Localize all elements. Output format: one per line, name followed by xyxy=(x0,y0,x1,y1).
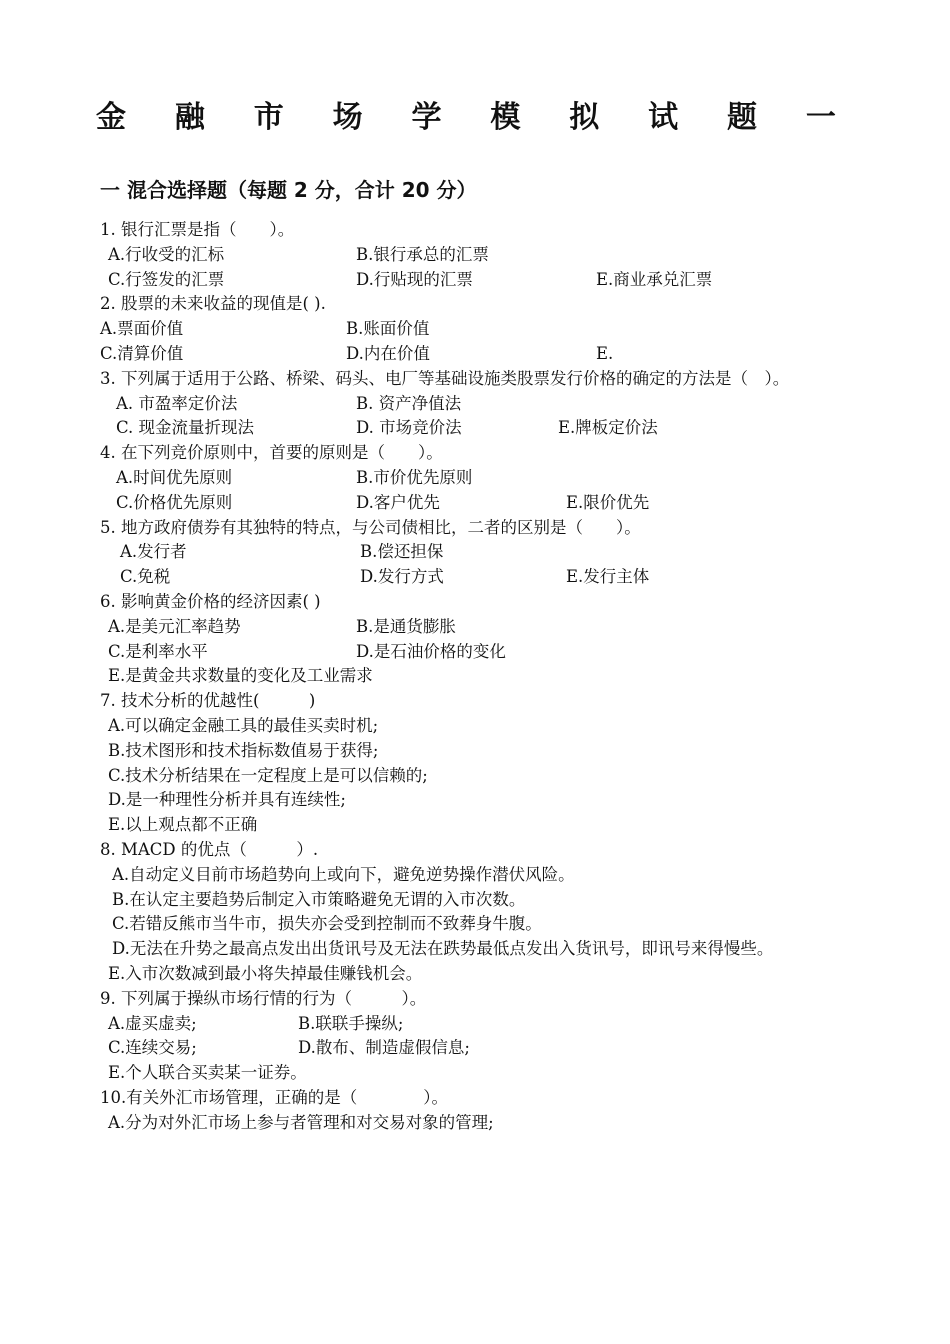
option-row xyxy=(100,342,840,367)
option: B. 资产净值法 xyxy=(356,393,462,413)
title-char: 题 xyxy=(727,100,757,135)
question-stem: 3. 下列属于适用于公路、桥梁、码头、电厂等基础设施类股票发行价格的确定的方法是（ ）。 xyxy=(100,368,790,388)
option: C.清算价值 xyxy=(100,343,184,363)
option: B.是通货膨胀 xyxy=(356,616,456,636)
option: C.行签发的汇票 xyxy=(108,269,225,289)
option-row: D.无法在升势之最高点发出出货讯号及无法在跌势最低点发出入货讯号，即讯号来得慢些。 xyxy=(112,939,774,959)
option-row xyxy=(100,714,840,739)
title-char: 模 xyxy=(490,100,521,135)
title-char: 融 xyxy=(174,100,205,135)
option: E.个人联合买卖某一证券。 xyxy=(108,1063,307,1083)
option-row xyxy=(100,664,840,689)
option-row xyxy=(100,491,840,516)
option: A.发行者 xyxy=(120,542,187,562)
option: C.技术分析结果在一定程度上是可以信赖的; xyxy=(108,765,428,785)
option-row xyxy=(100,1111,840,1136)
option: E.限价优先 xyxy=(566,492,650,512)
question-stem: 9. 下列属于操纵市场行情的行为（ ）。 xyxy=(100,988,427,1008)
option-row xyxy=(100,1061,840,1086)
option: D. 市场竞价法 xyxy=(356,418,462,438)
title-char: 拟 xyxy=(569,100,600,135)
option-row xyxy=(100,962,840,987)
option: C.若错反熊市当牛市，损失亦会受到控制而不致葬身牛腹。 xyxy=(112,914,542,934)
option-row xyxy=(100,640,840,665)
option: C. 现金流量折现法 xyxy=(116,418,255,438)
option: C.连续交易; xyxy=(108,1038,197,1058)
question-list xyxy=(100,218,840,1135)
option-row xyxy=(100,392,840,417)
option-row xyxy=(100,1012,840,1037)
title-char: 试 xyxy=(648,100,679,135)
option-row xyxy=(100,466,840,491)
option: A. 市盈率定价法 xyxy=(116,393,238,413)
option: C.价格优先原则 xyxy=(116,492,233,512)
option: B.在认定主要趋势后制定入市策略避免无谓的入市次数。 xyxy=(112,889,526,909)
option: A.是美元汇率趋势 xyxy=(108,616,241,636)
title-char: 一 xyxy=(805,100,836,135)
option-row xyxy=(100,565,840,590)
title-char: 学 xyxy=(411,100,442,135)
option: E.以上观点都不正确 xyxy=(108,815,258,835)
question-stem: 1. 银行汇票是指（ ）。 xyxy=(100,220,295,239)
option-row xyxy=(100,268,840,293)
question-stem: 4. 在下列竞价原则中，首要的原则是（ ）。 xyxy=(100,443,443,463)
option: B.账面价值 xyxy=(346,319,430,339)
option: A.虚买虚卖; xyxy=(108,1013,197,1033)
option: B.市价优先原则 xyxy=(356,467,473,487)
option-row xyxy=(100,813,840,838)
option: A.自动定义目前市场趋势向上或向下，避免逆势操作潜伏风险。 xyxy=(112,864,575,884)
option: A.分为对外汇市场上参与者管理和对交易对象的管理; xyxy=(108,1112,494,1132)
option: B.偿还担保 xyxy=(360,542,444,562)
option: D.发行方式 xyxy=(360,567,444,587)
option: E.商业承兑汇票 xyxy=(596,269,713,289)
option: A.行收受的汇标 xyxy=(108,244,225,264)
option: A.时间优先原则 xyxy=(116,467,233,487)
option: C.是利率水平 xyxy=(108,641,208,661)
option: A.票面价值 xyxy=(100,319,184,339)
option: E.是黄金共求数量的变化及工业需求 xyxy=(108,666,373,686)
option: E. xyxy=(596,343,614,363)
option-row xyxy=(100,243,840,268)
question-stem: 5. 地方政府债券有其独特的特点，与公司债相比，二者的区别是（ ）。 xyxy=(100,517,641,537)
title-char: 场 xyxy=(332,100,363,135)
option-row xyxy=(100,788,840,813)
option-row xyxy=(100,615,840,640)
option-row xyxy=(100,863,840,888)
option-row xyxy=(100,416,840,441)
question-stem: 2. 股票的未来收益的现值是( ). xyxy=(100,294,326,314)
option: E.入市次数减到最小将失掉最佳赚钱机会。 xyxy=(108,963,423,983)
option: C.免税 xyxy=(120,567,171,587)
title-char: 金 xyxy=(96,100,126,135)
option: E.牌板定价法 xyxy=(558,418,658,438)
option-row xyxy=(100,764,840,789)
exam-title xyxy=(96,96,836,140)
option: D.散布、制造虚假信息; xyxy=(298,1038,470,1058)
option: E.发行主体 xyxy=(566,567,650,587)
option: B.银行承总的汇票 xyxy=(356,244,489,264)
question-stem: 6. 影响黄金价格的经济因素( ) xyxy=(100,591,321,611)
option-row xyxy=(100,317,840,342)
option-row xyxy=(100,739,840,764)
option: A.可以确定金融工具的最佳买卖时机; xyxy=(108,715,379,735)
option-row xyxy=(100,1036,840,1061)
question-stem: 8. MACD 的优点（ ）. xyxy=(100,839,319,859)
question-stem: 7. 技术分析的优越性( ) xyxy=(100,691,316,711)
question-stem: 10.有关外汇市场管理，正确的是（ ）。 xyxy=(100,1087,448,1107)
option: D.是石油价格的变化 xyxy=(356,641,506,661)
section-heading: 一 混合选择题（每题 2 分，合计 20 分） xyxy=(100,178,477,202)
option: B.技术图形和技术指标数值易于获得; xyxy=(108,740,379,760)
option-row xyxy=(100,888,840,913)
option: D.行贴现的汇票 xyxy=(356,269,473,289)
option: D.内在价值 xyxy=(346,343,430,363)
option: D.是一种理性分析并具有连续性; xyxy=(108,790,346,810)
option-row xyxy=(100,912,840,937)
option: B.联联手操纵; xyxy=(298,1013,404,1033)
option-row xyxy=(100,540,840,565)
title-char: 市 xyxy=(253,100,284,135)
option: D.客户优先 xyxy=(356,492,440,512)
